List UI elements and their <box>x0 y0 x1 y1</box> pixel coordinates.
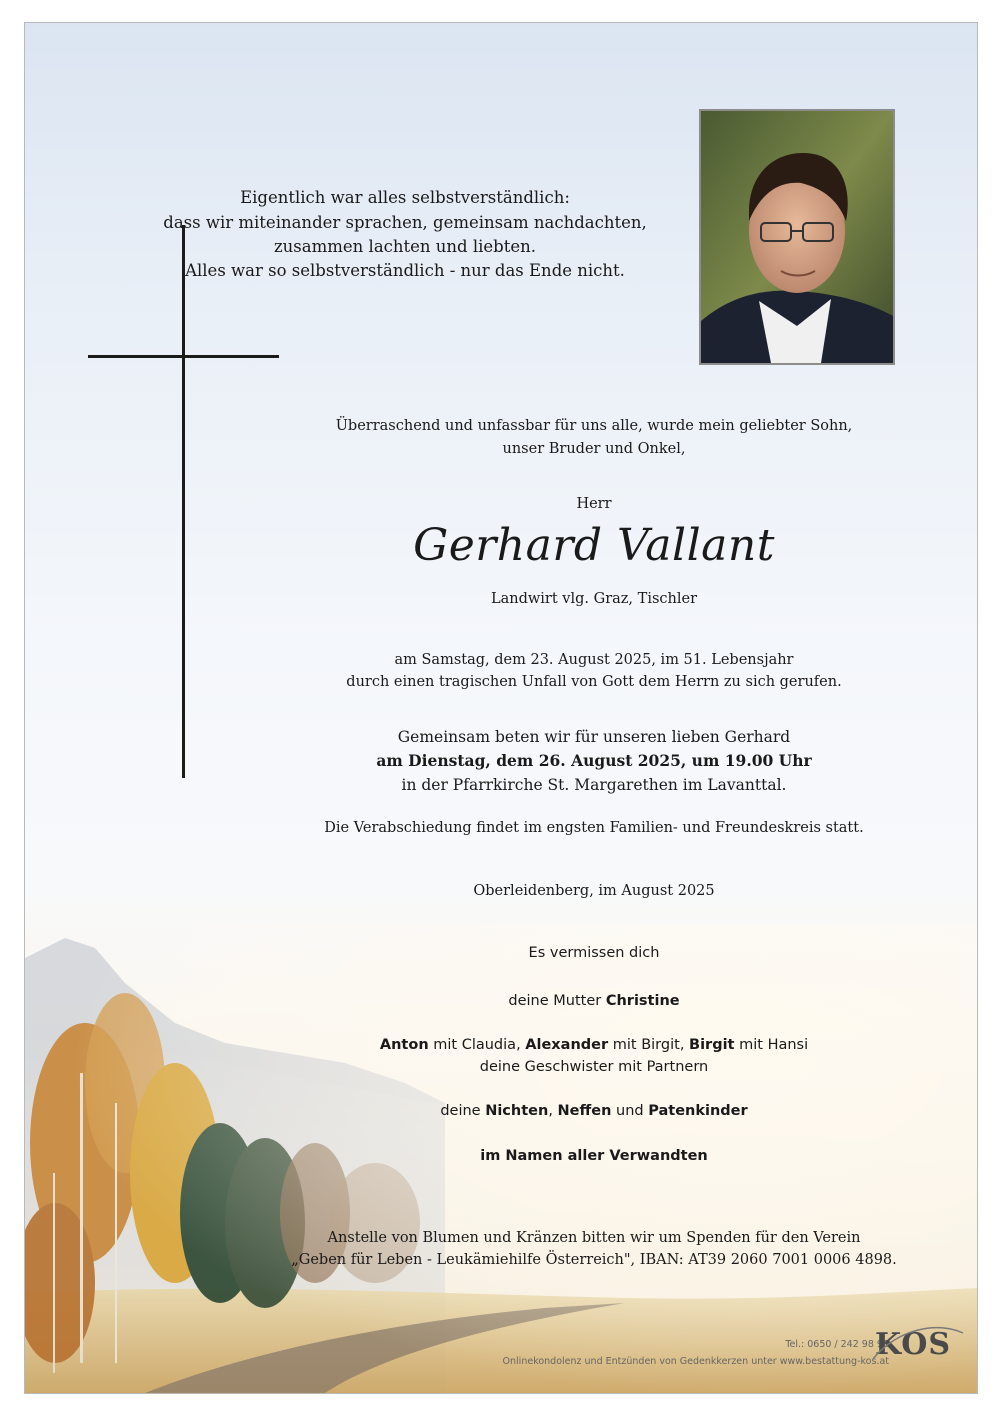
mother-name: Christine <box>605 993 680 1009</box>
prayer-date: am Dienstag, dem 26. August 2025, um 19.00 Uhr <box>376 751 812 770</box>
kids-und: und <box>616 1103 644 1119</box>
mourners-heading: Es vermissen dich <box>528 945 660 961</box>
sibling-partner: Hansi <box>767 1037 809 1053</box>
death-line: durch einen tragischen Unfall von Gott dem Herrn zu sich gerufen. <box>346 674 842 690</box>
sibling-name: Anton <box>379 1037 429 1053</box>
kos-logo: KOS <box>875 1327 952 1362</box>
siblings-caption: deine Geschwister mit Partnern <box>479 1059 709 1075</box>
poem-line: Alles war so selbstverständlich - nur das Ende nicht. <box>185 261 625 280</box>
with-word: mit <box>433 1037 458 1053</box>
farewell-note: Die Verabschiedung findet im engsten Familien- und Freundeskreis statt. <box>324 820 864 836</box>
donation-line: Anstelle von Blumen und Kränzen bitten wir um Spenden für den Verein <box>327 1230 861 1246</box>
sibling-partner: Claudia <box>461 1037 517 1053</box>
intro-line: unser Bruder und Onkel, <box>502 441 686 457</box>
prayer-line: Gemeinsam beten wir für unseren lieben Gerhard <box>397 728 791 746</box>
obituary-card <box>24 22 978 1394</box>
place-date: Oberleidenberg, im August 2025 <box>473 883 715 899</box>
mother-prefix: deine Mutter <box>508 993 602 1009</box>
relatives-line: im Namen aller Verwandten <box>480 1148 708 1164</box>
intro-line: Überraschend und unfassbar für uns alle, wurde mein geliebter Sohn, <box>335 418 853 434</box>
logo-swoosh-icon <box>867 1319 967 1367</box>
cross-horizontal-bar <box>88 355 279 358</box>
sibling-name: Alexander <box>525 1037 609 1053</box>
salutation: Herr <box>576 496 612 512</box>
with-word: mit <box>739 1037 763 1053</box>
deceased-name: Gerhard Vallant <box>413 520 775 571</box>
kids-neffen: Neffen <box>557 1103 612 1119</box>
siblings-line: Anton mit Claudia, Alexander mit Birgit, Birgit mit Hansi <box>379 1037 809 1053</box>
kids-nichten: Nichten <box>485 1103 549 1119</box>
with-word: mit <box>612 1037 637 1053</box>
poem-line: dass wir miteinander sprachen, gemeinsam nachdachten, <box>163 213 647 232</box>
kids-line: deine Nichten, Neffen und Patenkinder <box>440 1103 748 1119</box>
footer-phone: Tel.: 0650 / 242 98 98 <box>785 1339 889 1350</box>
poem-line: Eigentlich war alles selbstverständlich: <box>240 188 570 207</box>
death-line: am Samstag, dem 23. August 2025, im 51. Lebensjahr <box>394 652 794 668</box>
sibling-partner: Birgit <box>641 1037 680 1053</box>
donation-line: „Geben für Leben - Leukämiehilfe Österreich", IBAN: AT39 2060 7001 0006 4898. <box>291 1252 897 1268</box>
footer-online: Onlinekondolenz und Entzünden von Gedenkkerzen unter www.bestattung-kos.at <box>502 1356 889 1367</box>
mother-line <box>118 990 978 1012</box>
poem-line: zusammen lachten und liebten. <box>273 237 536 256</box>
kids-paten: Patenkinder <box>648 1103 748 1119</box>
prayer-church: in der Pfarrkirche St. Margarethen im Lavanttal. <box>401 776 787 794</box>
sibling-name: Birgit <box>689 1037 735 1053</box>
kids-prefix: deine <box>440 1103 481 1119</box>
occupation: Landwirt vlg. Graz, Tischler <box>490 591 698 607</box>
